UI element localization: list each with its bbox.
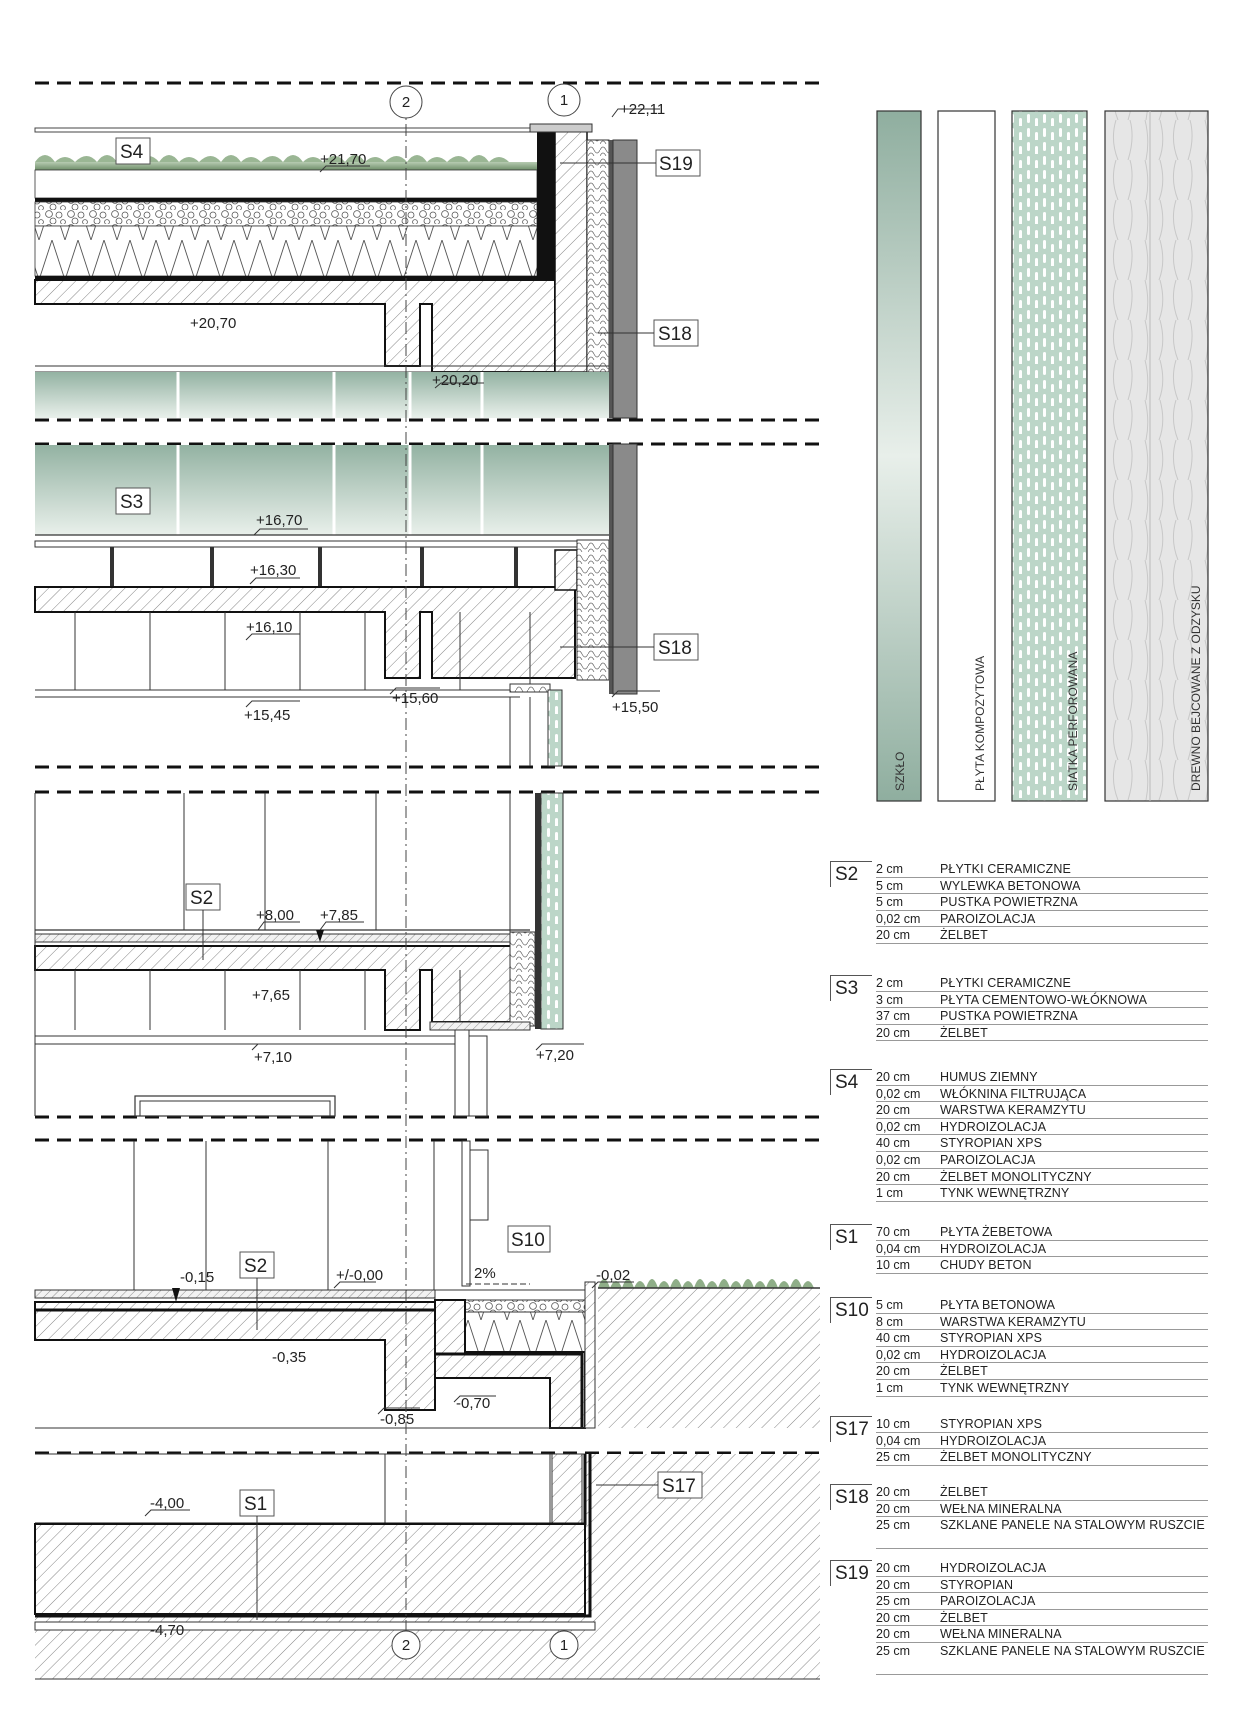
spec-code: S2 bbox=[830, 861, 872, 887]
spec-layer-row bbox=[876, 1314, 1208, 1331]
tag-s19: S19 bbox=[659, 154, 693, 175]
layer-thickness: 20 cm bbox=[876, 1103, 911, 1118]
axis-1-label-bottom: 1 bbox=[559, 1637, 569, 1654]
spec-layer-row bbox=[876, 1086, 1208, 1103]
axis-2-label: 2 bbox=[401, 94, 411, 111]
layer-thickness: 20 cm bbox=[876, 1025, 911, 1040]
tag-s1: S1 bbox=[244, 1494, 268, 1515]
elev-16-30: +16,30 bbox=[250, 562, 297, 579]
layer-material: STYROPIAN XPS bbox=[940, 1331, 1043, 1346]
spec-layer-row bbox=[876, 1330, 1208, 1347]
spec-layer-row bbox=[876, 1224, 1208, 1241]
layer-thickness: 20 cm bbox=[876, 1364, 911, 1379]
layer-material: WEŁNA MINERALNA bbox=[940, 1627, 1062, 1642]
elev-22-11: +22,11 bbox=[620, 101, 666, 118]
layer-material: PŁYTA ŻEBETOWA bbox=[940, 1225, 1053, 1239]
segment-floor-2 bbox=[35, 793, 563, 1116]
layer-material: HYDROIZOLACJA bbox=[940, 1119, 1047, 1134]
layer-thickness: 5 cm bbox=[876, 1298, 904, 1312]
layer-thickness: 20 cm bbox=[876, 1501, 911, 1516]
tag-s17: S17 bbox=[662, 1476, 696, 1497]
layer-material: SZKLANE PANELE NA STALOWYM RUSZCIE bbox=[940, 1643, 1205, 1658]
swatch-glass bbox=[877, 111, 921, 801]
spec-layer-row bbox=[876, 992, 1208, 1009]
layer-thickness: 5 cm bbox=[876, 878, 904, 893]
layer-thickness: 1 cm bbox=[876, 1380, 904, 1395]
layer-material: PŁYTKI CERAMICZNE bbox=[940, 976, 1071, 990]
elev-minus-0-15: -0,15 bbox=[180, 1269, 215, 1286]
layer-thickness: 0,02 cm bbox=[876, 911, 921, 926]
layer-thickness: 2 cm bbox=[876, 976, 904, 990]
layer-thickness: 40 cm bbox=[876, 1331, 911, 1346]
spec-layer-row bbox=[876, 1135, 1208, 1152]
slope-label: 2% bbox=[474, 1265, 496, 1282]
layer-thickness: 1 cm bbox=[876, 1186, 904, 1201]
spec-layer-row bbox=[876, 1484, 1208, 1501]
spec-layer-row bbox=[876, 1626, 1208, 1643]
spec-layer-row bbox=[876, 1610, 1208, 1627]
layer-thickness: 37 cm bbox=[876, 1009, 911, 1024]
axis-2-bottom bbox=[392, 1631, 420, 1659]
spec-layer-row bbox=[876, 1643, 1208, 1675]
layer-material: WŁÓKNINA FILTRUJĄCA bbox=[940, 1086, 1087, 1101]
spec-layer-row bbox=[876, 1363, 1208, 1380]
spec-code: S17 bbox=[830, 1416, 872, 1442]
layer-thickness: 25 cm bbox=[876, 1450, 911, 1465]
spec-layer-row bbox=[876, 1069, 1208, 1086]
elev-20-70: +20,70 bbox=[190, 315, 237, 332]
layer-material: SZKLANE PANELE NA STALOWYM RUSZCIE bbox=[940, 1518, 1205, 1533]
elev-15-45: +15,45 bbox=[244, 707, 291, 724]
spec-layer-row bbox=[876, 1433, 1208, 1450]
spec-layer-row bbox=[876, 878, 1208, 895]
spec-layer-row bbox=[876, 1025, 1208, 1042]
elev-16-10: +16,10 bbox=[246, 619, 293, 636]
elev-7-20: +7,20 bbox=[536, 1047, 574, 1064]
tag-s3: S3 bbox=[120, 492, 144, 513]
layer-thickness: 8 cm bbox=[876, 1314, 904, 1329]
layer-thickness: 2 cm bbox=[876, 862, 904, 876]
layer-thickness: 0,04 cm bbox=[876, 1241, 921, 1256]
swatch-mesh-label: SIATKA PERFOROWANA bbox=[1066, 651, 1080, 791]
layer-thickness: 20 cm bbox=[876, 1561, 911, 1575]
swatch-reclaimed-wood bbox=[1105, 111, 1208, 801]
layer-material: CHUDY BETON bbox=[940, 1258, 1032, 1273]
layer-thickness: 10 cm bbox=[876, 1417, 911, 1431]
axis-1-bottom bbox=[550, 1631, 578, 1659]
layer-thickness: 20 cm bbox=[876, 1627, 911, 1642]
layer-thickness: 0,02 cm bbox=[876, 1152, 921, 1167]
spec-layer-row bbox=[876, 1449, 1208, 1466]
spec-code: S1 bbox=[830, 1224, 872, 1250]
layer-thickness: 20 cm bbox=[876, 1169, 911, 1184]
layer-thickness: 25 cm bbox=[876, 1518, 911, 1533]
layer-thickness: 20 cm bbox=[876, 1485, 911, 1499]
layer-thickness: 20 cm bbox=[876, 1610, 911, 1625]
layer-material: ŻELBET bbox=[940, 1025, 988, 1040]
layer-material: ŻELBET bbox=[940, 1610, 988, 1625]
layer-thickness: 10 cm bbox=[876, 1258, 911, 1273]
layer-thickness: 0,04 cm bbox=[876, 1433, 921, 1448]
spec-layer-row bbox=[876, 1008, 1208, 1025]
elev-minus-4-70: -4,70 bbox=[150, 1622, 185, 1639]
layer-material: HYDROIZOLACJA bbox=[940, 1347, 1047, 1362]
tag-s2-lower: S2 bbox=[244, 1256, 268, 1277]
layer-material: ŻELBET bbox=[940, 1485, 988, 1499]
spec-code: S10 bbox=[830, 1297, 872, 1323]
layer-thickness: 20 cm bbox=[876, 1577, 911, 1592]
spec-code: S19 bbox=[830, 1560, 872, 1586]
spec-layer-row bbox=[876, 1241, 1208, 1258]
layer-thickness: 20 cm bbox=[876, 1070, 911, 1084]
swatch-wood-label: DREWNO BEJCOWANE Z ODZYSKU bbox=[1189, 585, 1203, 791]
layer-material: HUMUS ZIEMNY bbox=[940, 1070, 1038, 1084]
spec-layer-row bbox=[876, 1501, 1208, 1518]
layer-material: PUSTKA POWIETRZNA bbox=[940, 895, 1078, 910]
layer-thickness: 3 cm bbox=[876, 992, 904, 1007]
elev-minus-0-85: -0,85 bbox=[380, 1411, 415, 1428]
elev-minus-0-02: -0,02 bbox=[596, 1267, 631, 1284]
layer-material: HYDROIZOLACJA bbox=[940, 1241, 1047, 1256]
elev-minus-4-00: -4,00 bbox=[150, 1495, 185, 1512]
layer-material: WARSTWA KERAMZYTU bbox=[940, 1314, 1086, 1329]
tag-s2-upper: S2 bbox=[190, 888, 214, 909]
swatch-glass-label: SZKŁO bbox=[893, 751, 907, 791]
axis-2-top bbox=[390, 86, 422, 118]
axis-1-label: 1 bbox=[559, 92, 569, 109]
spec-layer-row bbox=[876, 1152, 1208, 1169]
layer-material: PAROIZOLACJA bbox=[940, 911, 1036, 926]
layer-material: ŻELBET bbox=[940, 1364, 988, 1379]
elev-minus-0-70: -0,70 bbox=[456, 1395, 491, 1412]
elev-15-60: +15,60 bbox=[392, 690, 439, 707]
layer-material: WYLEWKA BETONOWA bbox=[940, 878, 1081, 893]
layer-material: TYNK WEWNĘTRZNY bbox=[940, 1186, 1070, 1201]
elev-7-65: +7,65 bbox=[252, 987, 290, 1004]
elev-0-00: +/-0,00 bbox=[336, 1267, 384, 1284]
layer-material: WEŁNA MINERALNA bbox=[940, 1501, 1062, 1516]
elev-minus-0-35: -0,35 bbox=[272, 1349, 307, 1366]
layer-material: ŻELBET MONOLITYCZNY bbox=[940, 1169, 1092, 1184]
spec-code: S18 bbox=[830, 1484, 872, 1510]
elev-21-70: +21,70 bbox=[320, 151, 367, 168]
layer-thickness: 0,02 cm bbox=[876, 1347, 921, 1362]
elev-20-20: +20,20 bbox=[432, 372, 479, 389]
axis-1-top bbox=[548, 84, 580, 116]
spec-layer-row bbox=[876, 1347, 1208, 1364]
segment-ground bbox=[35, 1141, 820, 1428]
elev-15-50: +15,50 bbox=[612, 699, 659, 716]
spec-layer-row bbox=[876, 927, 1208, 944]
spec-layer-row bbox=[876, 894, 1208, 911]
axis-2-label-bottom: 2 bbox=[401, 1637, 411, 1654]
spec-layer-row bbox=[876, 1577, 1208, 1594]
swatch-composite-label: PŁYTA KOMPOZYTOWA bbox=[973, 655, 987, 791]
swatch-perforated-mesh bbox=[1012, 111, 1087, 801]
layer-material: PŁYTA BETONOWA bbox=[940, 1298, 1056, 1312]
elev-8-00: +8,00 bbox=[256, 907, 294, 924]
spec-layer-row bbox=[876, 1102, 1208, 1119]
layer-thickness: 40 cm bbox=[876, 1136, 911, 1151]
elev-7-10: +7,10 bbox=[254, 1049, 292, 1066]
layer-thickness: 5 cm bbox=[876, 895, 904, 910]
slope-mark bbox=[466, 1265, 530, 1284]
layer-thickness: 0,02 cm bbox=[876, 1086, 921, 1101]
layer-material: PŁYTKI CERAMICZNE bbox=[940, 862, 1071, 876]
layer-material: PUSTKA POWIETRZNA bbox=[940, 1009, 1078, 1024]
spec-layer-row bbox=[876, 1297, 1208, 1314]
layer-thickness: 70 cm bbox=[876, 1225, 911, 1239]
spec-layer-row bbox=[876, 1185, 1208, 1202]
layer-material: STYROPIAN XPS bbox=[940, 1136, 1043, 1151]
spec-layer-row bbox=[876, 975, 1208, 992]
spec-layer-row bbox=[876, 1119, 1208, 1136]
elev-7-85: +7,85 bbox=[320, 907, 358, 924]
spec-layer-row bbox=[876, 1517, 1208, 1549]
spec-layer-row bbox=[876, 1416, 1208, 1433]
layer-material: ŻELBET MONOLITYCZNY bbox=[940, 1450, 1092, 1465]
layer-thickness: 0,02 cm bbox=[876, 1119, 921, 1134]
layer-material: PAROIZOLACJA bbox=[940, 1594, 1036, 1609]
layer-thickness: 25 cm bbox=[876, 1594, 911, 1609]
layer-material: STYROPIAN bbox=[940, 1577, 1014, 1592]
elev-16-70: +16,70 bbox=[256, 512, 303, 529]
swatch-composite-panel bbox=[938, 111, 995, 801]
segment-roof bbox=[35, 124, 637, 418]
spec-code: S4 bbox=[830, 1069, 872, 1095]
spec-layer-row bbox=[876, 1560, 1208, 1577]
layer-material: TYNK WEWNĘTRZNY bbox=[940, 1380, 1070, 1395]
tag-s18-upper: S18 bbox=[658, 324, 692, 345]
layer-material: PAROIZOLACJA bbox=[940, 1152, 1036, 1167]
spec-layer-row bbox=[876, 911, 1208, 928]
layer-material: HYDROIZOLACJA bbox=[940, 1433, 1047, 1448]
layer-material: PŁYTA CEMENTOWO-WŁÓKNOWA bbox=[940, 992, 1148, 1007]
spec-layer-row bbox=[876, 861, 1208, 878]
layer-material: HYDROIZOLACJA bbox=[940, 1561, 1047, 1575]
spec-layer-row bbox=[876, 1257, 1208, 1274]
layer-thickness: 20 cm bbox=[876, 928, 911, 943]
tag-s18-lower: S18 bbox=[658, 638, 692, 659]
spec-layer-row bbox=[876, 1169, 1208, 1186]
tag-s4: S4 bbox=[120, 142, 144, 163]
layer-material: ŻELBET bbox=[940, 928, 988, 943]
layer-thickness: 25 cm bbox=[876, 1643, 911, 1658]
spec-code: S3 bbox=[830, 975, 872, 1001]
spec-layer-row bbox=[876, 1593, 1208, 1610]
tag-s10: S10 bbox=[511, 1230, 545, 1251]
layer-material: STYROPIAN XPS bbox=[940, 1417, 1043, 1431]
layer-material: WARSTWA KERAMZYTU bbox=[940, 1103, 1086, 1118]
spec-layer-row bbox=[876, 1380, 1208, 1397]
